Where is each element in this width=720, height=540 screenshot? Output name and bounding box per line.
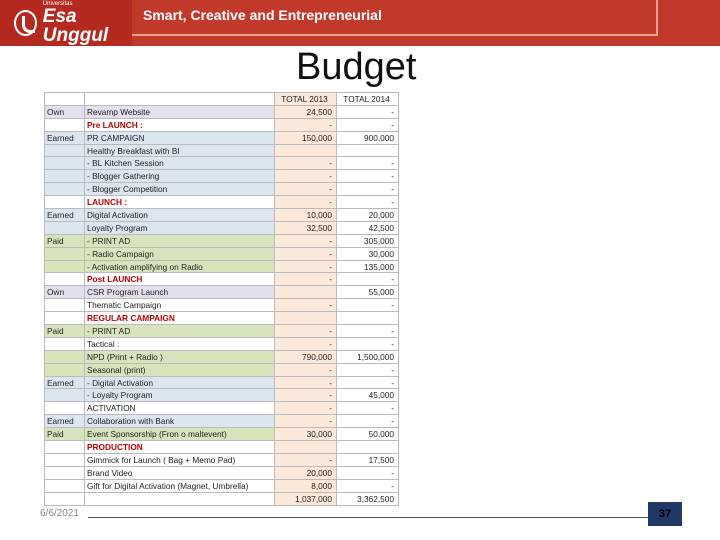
slide-date: 6/6/2021 <box>40 508 79 519</box>
logo-small-text: Universitas <box>42 1 73 7</box>
row-total-2013-cell: - <box>275 260 337 273</box>
row-item-cell: Collaboration with Bank <box>85 415 275 428</box>
budget-table <box>44 92 399 506</box>
row-category-cell: Earned <box>45 209 85 222</box>
table-row <box>45 350 399 363</box>
row-total-2014-cell: 1,500,000 <box>337 350 399 363</box>
header-cell-category <box>45 93 85 106</box>
row-category-cell <box>45 157 85 170</box>
row-total-2013-cell: - <box>275 325 337 338</box>
footer-divider <box>88 517 682 518</box>
row-total-2014-cell: - <box>337 299 399 312</box>
row-total-2014-cell: - <box>337 196 399 209</box>
row-total-2014-cell: - <box>337 466 399 479</box>
budget-table-container <box>44 92 398 502</box>
row-category-cell: Own <box>45 286 85 299</box>
row-item-cell: Digital Activation <box>85 209 275 222</box>
row-category-cell <box>45 170 85 183</box>
row-item-cell: Tactical : <box>85 337 275 350</box>
table-row <box>45 376 399 389</box>
row-total-2014-cell: - <box>337 402 399 415</box>
table-row <box>45 170 399 183</box>
table-row <box>45 157 399 170</box>
row-total-2013-cell: - <box>275 415 337 428</box>
row-item-cell: Pre LAUNCH : <box>85 118 275 131</box>
row-category-cell: Paid <box>45 325 85 338</box>
logo-emblem-icon <box>14 10 37 36</box>
row-total-2014-cell <box>337 312 399 325</box>
table-row <box>45 183 399 196</box>
table-row <box>45 260 399 273</box>
row-total-2013-cell: - <box>275 247 337 260</box>
row-category-cell: Paid <box>45 428 85 441</box>
row-category-cell <box>45 402 85 415</box>
row-total-2013-cell: - <box>275 273 337 286</box>
row-item-cell: LAUNCH : <box>85 196 275 209</box>
row-item-cell: PR CAMPAIGN <box>85 131 275 144</box>
row-item-cell: - Blogger Competition <box>85 183 275 196</box>
row-category-cell <box>45 118 85 131</box>
row-item-cell: - PRINT AD <box>85 234 275 247</box>
row-item-cell: - Blogger Gathering <box>85 170 275 183</box>
row-category-cell: Earned <box>45 131 85 144</box>
table-row <box>45 325 399 338</box>
row-total-2014-cell: 17,500 <box>337 453 399 466</box>
table-row <box>45 221 399 234</box>
row-total-2013-cell: 32,500 <box>275 221 337 234</box>
row-total-2013-cell: - <box>275 183 337 196</box>
row-category-cell <box>45 389 85 402</box>
row-category-cell <box>45 492 85 505</box>
row-total-2014-cell: - <box>337 105 399 118</box>
header-tagline: Smart, Creative and Entrepreneurial <box>143 7 382 23</box>
row-total-2013-cell <box>275 286 337 299</box>
row-total-2013-cell: - <box>275 363 337 376</box>
row-total-2014-cell: - <box>337 325 399 338</box>
row-category-cell <box>45 312 85 325</box>
row-item-cell: CSR Program Launch <box>85 286 275 299</box>
row-total-2014-cell: - <box>337 479 399 492</box>
table-row <box>45 453 399 466</box>
row-category-cell <box>45 247 85 260</box>
row-item-cell: Healthy Breakfast with BI <box>85 144 275 157</box>
row-category-cell <box>45 479 85 492</box>
table-row <box>45 415 399 428</box>
row-category-cell <box>45 350 85 363</box>
row-item-cell: Gift for Digital Activation (Magnet, Umbrella) <box>85 479 275 492</box>
table-row <box>45 144 399 157</box>
university-logo <box>0 0 132 46</box>
row-category-cell <box>45 144 85 157</box>
row-category-cell <box>45 337 85 350</box>
row-total-2013-cell: - <box>275 196 337 209</box>
row-total-2014-cell: - <box>337 118 399 131</box>
table-row <box>45 196 399 209</box>
row-total-2013-cell: 790,000 <box>275 350 337 363</box>
row-total-2014-cell: - <box>337 273 399 286</box>
table-row <box>45 234 399 247</box>
row-item-cell: Brand Video <box>85 466 275 479</box>
header-vertical-divider <box>656 0 658 36</box>
table-row <box>45 247 399 260</box>
table-row <box>45 363 399 376</box>
row-total-2013-cell: 24,500 <box>275 105 337 118</box>
row-total-2014-cell: 42,500 <box>337 221 399 234</box>
header-cell-item <box>85 93 275 106</box>
table-row <box>45 389 399 402</box>
row-total-2014-cell: 900,000 <box>337 131 399 144</box>
row-item-cell: - Radio Campaign <box>85 247 275 260</box>
table-row <box>45 209 399 222</box>
table-row <box>45 312 399 325</box>
row-total-2014-cell: - <box>337 170 399 183</box>
row-category-cell <box>45 466 85 479</box>
row-item-cell: - Activation amplifying on Radio <box>85 260 275 273</box>
row-total-2013-cell: - <box>275 157 337 170</box>
row-item-cell: ACTIVATION <box>85 402 275 415</box>
header-total-2014: TOTAL 2014 <box>337 93 399 106</box>
row-total-2013-cell: 150,000 <box>275 131 337 144</box>
row-category-cell <box>45 196 85 209</box>
row-total-2014-cell: 30,000 <box>337 247 399 260</box>
row-category-cell <box>45 183 85 196</box>
row-category-cell: Earned <box>45 415 85 428</box>
slide-title: Budget <box>296 46 417 88</box>
row-total-2013-cell: 20,000 <box>275 466 337 479</box>
row-total-2013-cell: - <box>275 389 337 402</box>
row-item-cell: Event Sponsorship (Fron o maltevent) <box>85 428 275 441</box>
row-item-cell: NPD (Print + Radio ) <box>85 350 275 363</box>
row-total-2014-cell: 50,000 <box>337 428 399 441</box>
table-row <box>45 492 399 505</box>
row-item-cell <box>85 492 275 505</box>
row-item-cell: Seasonal (print) <box>85 363 275 376</box>
table-row <box>45 299 399 312</box>
table-row <box>45 402 399 415</box>
row-total-2014-cell: 135,000 <box>337 260 399 273</box>
row-total-2013-cell: - <box>275 376 337 389</box>
row-category-cell <box>45 299 85 312</box>
row-category-cell <box>45 273 85 286</box>
row-total-2013-cell: - <box>275 234 337 247</box>
row-total-2014-cell: 55,000 <box>337 286 399 299</box>
row-item-cell: Revamp Website <box>85 105 275 118</box>
row-total-2013-cell <box>275 441 337 454</box>
row-category-cell <box>45 221 85 234</box>
row-category-cell <box>45 363 85 376</box>
row-total-2014-cell <box>337 144 399 157</box>
slide-header-bar <box>0 0 720 46</box>
row-total-2014-cell: - <box>337 183 399 196</box>
table-row <box>45 273 399 286</box>
row-total-2013-cell: - <box>275 402 337 415</box>
row-total-2013-cell: 8,000 <box>275 479 337 492</box>
row-item-cell: PRODUCTION <box>85 441 275 454</box>
table-row <box>45 337 399 350</box>
row-total-2013-cell: - <box>275 337 337 350</box>
row-total-2013-cell: - <box>275 453 337 466</box>
table-row <box>45 441 399 454</box>
row-total-2014-cell: 3,362,500 <box>337 492 399 505</box>
row-total-2014-cell: - <box>337 415 399 428</box>
row-item-cell: Post LAUNCH <box>85 273 275 286</box>
row-total-2014-cell: - <box>337 157 399 170</box>
row-total-2014-cell: - <box>337 337 399 350</box>
table-row <box>45 466 399 479</box>
row-item-cell: - Loyalty Program <box>85 389 275 402</box>
row-item-cell: - Digital Activation <box>85 376 275 389</box>
row-category-cell <box>45 441 85 454</box>
row-total-2013-cell: - <box>275 299 337 312</box>
row-item-cell: Gimmick for Launch ( Bag + Memo Pad) <box>85 453 275 466</box>
page-number: 37 <box>658 508 672 520</box>
row-total-2014-cell <box>337 441 399 454</box>
row-total-2014-cell: - <box>337 376 399 389</box>
row-total-2013-cell <box>275 312 337 325</box>
row-category-cell <box>45 260 85 273</box>
table-row <box>45 131 399 144</box>
page-number-badge <box>648 502 682 526</box>
row-item-cell: - PRINT AD <box>85 325 275 338</box>
header-divider <box>132 34 656 36</box>
row-item-cell: Loyalty Program <box>85 221 275 234</box>
row-category-cell <box>45 453 85 466</box>
row-total-2014-cell: 305,000 <box>337 234 399 247</box>
table-row <box>45 105 399 118</box>
row-total-2013-cell: 10,000 <box>275 209 337 222</box>
table-header-row <box>45 93 399 106</box>
table-row <box>45 118 399 131</box>
logo-name: Esa Unggul <box>42 6 109 46</box>
row-item-cell: REGULAR CAMPAIGN <box>85 312 275 325</box>
row-category-cell: Earned <box>45 376 85 389</box>
row-total-2013-cell: - <box>275 118 337 131</box>
row-total-2014-cell: 20,000 <box>337 209 399 222</box>
table-row <box>45 479 399 492</box>
row-total-2013-cell <box>275 144 337 157</box>
header-total-2013: TOTAL 2013 <box>275 93 337 106</box>
row-total-2013-cell: 1,037,000 <box>275 492 337 505</box>
row-item-cell: Thematic Campaign <box>85 299 275 312</box>
table-row <box>45 428 399 441</box>
row-total-2014-cell: - <box>337 363 399 376</box>
row-item-cell: - BL Kitchen Session <box>85 157 275 170</box>
row-total-2013-cell: - <box>275 170 337 183</box>
row-total-2013-cell: 30,000 <box>275 428 337 441</box>
row-category-cell: Paid <box>45 234 85 247</box>
row-total-2014-cell: 45,000 <box>337 389 399 402</box>
row-category-cell: Own <box>45 105 85 118</box>
table-row <box>45 286 399 299</box>
